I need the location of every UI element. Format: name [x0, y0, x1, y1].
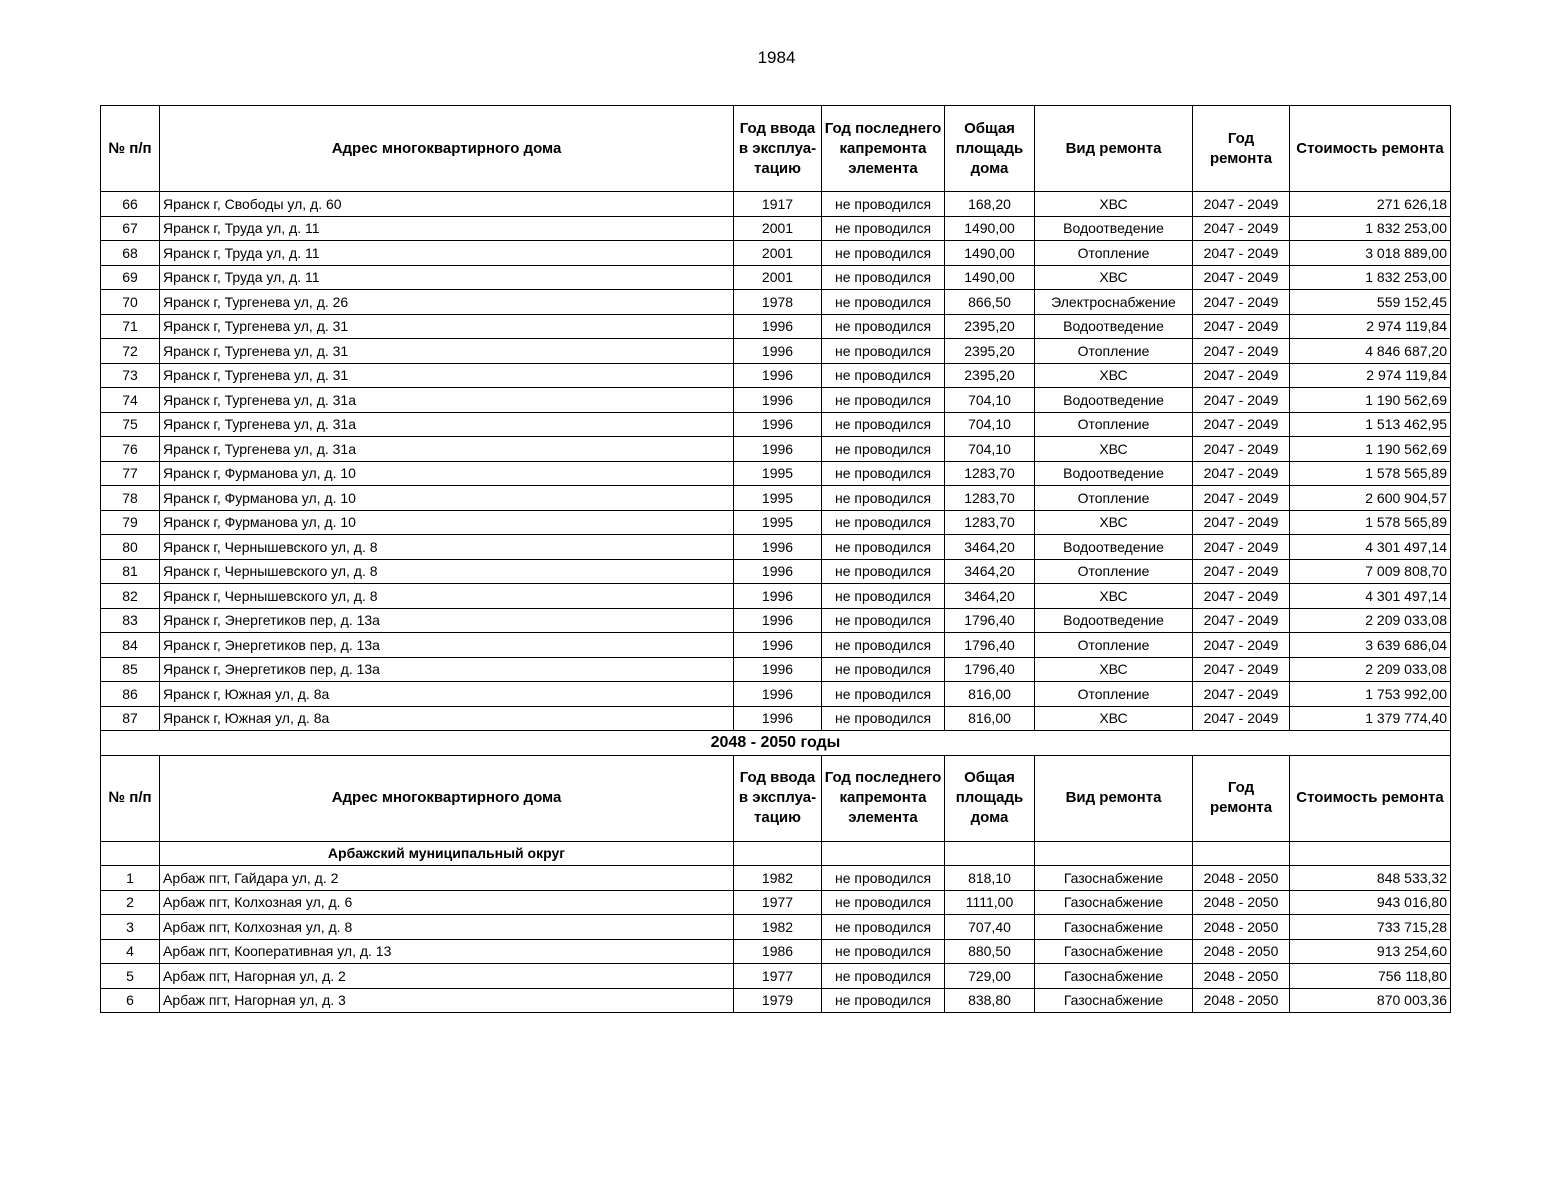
row-address: Яранск г, Тургенева ул, д. 31 [160, 363, 734, 388]
header-last-repair: Год последнего капремонта элемента [822, 755, 945, 841]
row-last-repair: не проводился [822, 241, 945, 266]
row-num: 2 [101, 890, 160, 915]
row-address: Яранск г, Энергетиков пер, д. 13а [160, 633, 734, 658]
row-address: Яранск г, Южная ул, д. 8а [160, 706, 734, 731]
header-num: № п/п [101, 755, 160, 841]
row-last-repair: не проводился [822, 314, 945, 339]
row-repair-year: 2047 - 2049 [1193, 412, 1290, 437]
row-address: Арбаж пгт, Кооперативная ул, д. 13 [160, 939, 734, 964]
row-address: Арбаж пгт, Нагорная ул, д. 3 [160, 988, 734, 1013]
row-cost: 943 016,80 [1290, 890, 1451, 915]
row-cost: 1 753 992,00 [1290, 682, 1451, 707]
row-repair-year: 2047 - 2049 [1193, 510, 1290, 535]
row-address: Яранск г, Энергетиков пер, д. 13а [160, 657, 734, 682]
table-row [101, 461, 1451, 486]
row-address: Яранск г, Фурманова ул, д. 10 [160, 461, 734, 486]
row-address: Яранск г, Фурманова ул, д. 10 [160, 510, 734, 535]
table-row [101, 988, 1451, 1013]
table-row [101, 964, 1451, 989]
row-area: 2395,20 [945, 314, 1035, 339]
table-body [101, 106, 1451, 1013]
table-row [101, 915, 1451, 940]
row-address: Яранск г, Труда ул, д. 11 [160, 216, 734, 241]
row-repair-year: 2048 - 2050 [1193, 915, 1290, 940]
header-cost: Стоимость ремонта [1290, 106, 1451, 192]
row-address: Арбаж пгт, Гайдара ул, д. 2 [160, 866, 734, 891]
row-address: Арбаж пгт, Нагорная ул, д. 2 [160, 964, 734, 989]
row-repair-type: Отопление [1035, 241, 1193, 266]
row-num: 70 [101, 290, 160, 315]
header-repair-type: Вид ремонта [1035, 106, 1193, 192]
row-repair-year: 2047 - 2049 [1193, 584, 1290, 609]
row-cost: 1 832 253,00 [1290, 216, 1451, 241]
row-cost: 2 600 904,57 [1290, 486, 1451, 511]
district-empty-cell [945, 841, 1035, 866]
table-row [101, 437, 1451, 462]
row-num: 67 [101, 216, 160, 241]
row-cost: 1 190 562,69 [1290, 437, 1451, 462]
row-address: Арбаж пгт, Колхозная ул, д. 8 [160, 915, 734, 940]
table-row [101, 559, 1451, 584]
row-address: Яранск г, Труда ул, д. 11 [160, 241, 734, 266]
row-year-built: 2001 [734, 241, 822, 266]
row-num: 76 [101, 437, 160, 462]
row-cost: 2 209 033,08 [1290, 657, 1451, 682]
row-repair-type: Газоснабжение [1035, 988, 1193, 1013]
row-repair-year: 2047 - 2049 [1193, 535, 1290, 560]
row-num: 85 [101, 657, 160, 682]
row-area: 3464,20 [945, 584, 1035, 609]
row-num: 86 [101, 682, 160, 707]
row-area: 168,20 [945, 192, 1035, 217]
row-repair-year: 2047 - 2049 [1193, 265, 1290, 290]
row-repair-type: Водоотведение [1035, 535, 1193, 560]
table-row [101, 216, 1451, 241]
table-row [101, 584, 1451, 609]
row-area: 2395,20 [945, 363, 1035, 388]
row-num: 6 [101, 988, 160, 1013]
row-repair-year: 2047 - 2049 [1193, 216, 1290, 241]
row-repair-type: Газоснабжение [1035, 964, 1193, 989]
row-last-repair: не проводился [822, 339, 945, 364]
row-year-built: 1979 [734, 988, 822, 1013]
table-row [101, 633, 1451, 658]
header-year-built: Год ввода в эксплуа-тацию [734, 106, 822, 192]
header-address: Адрес многоквартирного дома [160, 755, 734, 841]
row-repair-year: 2047 - 2049 [1193, 559, 1290, 584]
row-area: 1490,00 [945, 241, 1035, 266]
row-repair-year: 2047 - 2049 [1193, 682, 1290, 707]
row-num: 82 [101, 584, 160, 609]
row-num: 79 [101, 510, 160, 535]
row-year-built: 2001 [734, 265, 822, 290]
row-cost: 4 846 687,20 [1290, 339, 1451, 364]
table-row [101, 657, 1451, 682]
row-year-built: 1995 [734, 510, 822, 535]
row-last-repair: не проводился [822, 988, 945, 1013]
row-last-repair: не проводился [822, 915, 945, 940]
row-year-built: 2001 [734, 216, 822, 241]
row-repair-year: 2047 - 2049 [1193, 314, 1290, 339]
table-row [101, 866, 1451, 891]
row-last-repair: не проводился [822, 412, 945, 437]
table-row [101, 706, 1451, 731]
row-address: Яранск г, Чернышевского ул, д. 8 [160, 535, 734, 560]
row-address: Яранск г, Тургенева ул, д. 31а [160, 412, 734, 437]
row-repair-year: 2048 - 2050 [1193, 964, 1290, 989]
row-area: 1796,40 [945, 633, 1035, 658]
row-last-repair: не проводился [822, 535, 945, 560]
table-row [101, 682, 1451, 707]
header-area: Общая площадь дома [945, 106, 1035, 192]
row-cost: 4 301 497,14 [1290, 535, 1451, 560]
row-area: 1111,00 [945, 890, 1035, 915]
header-year-built: Год ввода в эксплуа-тацию [734, 755, 822, 841]
row-repair-type: ХВС [1035, 706, 1193, 731]
row-address: Яранск г, Чернышевского ул, д. 8 [160, 559, 734, 584]
district-empty-cell [734, 841, 822, 866]
row-cost: 4 301 497,14 [1290, 584, 1451, 609]
row-num: 75 [101, 412, 160, 437]
row-cost: 3 639 686,04 [1290, 633, 1451, 658]
row-last-repair: не проводился [822, 437, 945, 462]
table-row [101, 241, 1451, 266]
table-row [101, 535, 1451, 560]
row-repair-year: 2048 - 2050 [1193, 988, 1290, 1013]
row-year-built: 1917 [734, 192, 822, 217]
row-repair-type: Газоснабжение [1035, 939, 1193, 964]
row-repair-year: 2048 - 2050 [1193, 939, 1290, 964]
row-year-built: 1986 [734, 939, 822, 964]
row-address: Яранск г, Энергетиков пер, д. 13а [160, 608, 734, 633]
row-last-repair: не проводился [822, 608, 945, 633]
row-repair-type: ХВС [1035, 192, 1193, 217]
row-repair-year: 2047 - 2049 [1193, 241, 1290, 266]
row-repair-year: 2047 - 2049 [1193, 633, 1290, 658]
row-area: 818,10 [945, 866, 1035, 891]
row-repair-type: ХВС [1035, 657, 1193, 682]
row-repair-year: 2047 - 2049 [1193, 339, 1290, 364]
row-area: 704,10 [945, 437, 1035, 462]
row-repair-type: Водоотведение [1035, 608, 1193, 633]
row-cost: 913 254,60 [1290, 939, 1451, 964]
row-repair-year: 2047 - 2049 [1193, 657, 1290, 682]
district-empty-cell [1035, 841, 1193, 866]
table-header-row [101, 106, 1451, 192]
table-row [101, 388, 1451, 413]
row-last-repair: не проводился [822, 866, 945, 891]
row-address: Яранск г, Фурманова ул, д. 10 [160, 486, 734, 511]
row-address: Яранск г, Тургенева ул, д. 26 [160, 290, 734, 315]
row-year-built: 1996 [734, 339, 822, 364]
row-num: 81 [101, 559, 160, 584]
row-year-built: 1982 [734, 915, 822, 940]
row-last-repair: не проводился [822, 633, 945, 658]
header-num: № п/п [101, 106, 160, 192]
row-repair-type: ХВС [1035, 265, 1193, 290]
repair-register-table [100, 105, 1451, 1013]
row-repair-type: Отопление [1035, 412, 1193, 437]
header-repair-type: Вид ремонта [1035, 755, 1193, 841]
row-address: Яранск г, Тургенева ул, д. 31 [160, 339, 734, 364]
row-num: 66 [101, 192, 160, 217]
table-header-row-2 [101, 755, 1451, 841]
table-row [101, 265, 1451, 290]
table-row [101, 314, 1451, 339]
row-cost: 1 578 565,89 [1290, 510, 1451, 535]
row-repair-type: Водоотведение [1035, 216, 1193, 241]
row-year-built: 1996 [734, 535, 822, 560]
row-address: Яранск г, Южная ул, д. 8а [160, 682, 734, 707]
row-last-repair: не проводился [822, 510, 945, 535]
row-area: 1283,70 [945, 461, 1035, 486]
table-row [101, 510, 1451, 535]
row-year-built: 1996 [734, 388, 822, 413]
row-num: 71 [101, 314, 160, 339]
row-repair-type: ХВС [1035, 510, 1193, 535]
row-repair-type: Отопление [1035, 633, 1193, 658]
row-year-built: 1995 [734, 486, 822, 511]
row-num: 80 [101, 535, 160, 560]
row-area: 3464,20 [945, 559, 1035, 584]
row-repair-year: 2047 - 2049 [1193, 437, 1290, 462]
row-num: 77 [101, 461, 160, 486]
row-area: 707,40 [945, 915, 1035, 940]
row-area: 729,00 [945, 964, 1035, 989]
header-repair-year: Год ремонта [1193, 106, 1290, 192]
district-empty-cell [822, 841, 945, 866]
row-num: 78 [101, 486, 160, 511]
row-num: 84 [101, 633, 160, 658]
row-repair-type: Водоотведение [1035, 314, 1193, 339]
row-last-repair: не проводился [822, 461, 945, 486]
row-repair-year: 2047 - 2049 [1193, 608, 1290, 633]
row-cost: 1 379 774,40 [1290, 706, 1451, 731]
section-title: 2048 - 2050 годы [101, 731, 1451, 756]
row-cost: 848 533,32 [1290, 866, 1451, 891]
row-last-repair: не проводился [822, 890, 945, 915]
district-name: Арбажский муниципальный округ [160, 841, 734, 866]
row-address: Яранск г, Тургенева ул, д. 31 [160, 314, 734, 339]
row-num: 4 [101, 939, 160, 964]
row-area: 880,50 [945, 939, 1035, 964]
row-num: 87 [101, 706, 160, 731]
table-row [101, 890, 1451, 915]
section-title-row [101, 731, 1451, 756]
district-row [101, 841, 1451, 866]
table-row [101, 608, 1451, 633]
row-year-built: 1996 [734, 363, 822, 388]
row-repair-type: Отопление [1035, 559, 1193, 584]
row-cost: 870 003,36 [1290, 988, 1451, 1013]
row-year-built: 1995 [734, 461, 822, 486]
row-year-built: 1977 [734, 964, 822, 989]
row-last-repair: не проводился [822, 216, 945, 241]
row-area: 1283,70 [945, 510, 1035, 535]
row-repair-type: Отопление [1035, 339, 1193, 364]
row-last-repair: не проводился [822, 388, 945, 413]
header-address: Адрес многоквартирного дома [160, 106, 734, 192]
table-row [101, 339, 1451, 364]
row-address: Арбаж пгт, Колхозная ул, д. 6 [160, 890, 734, 915]
row-last-repair: не проводился [822, 192, 945, 217]
row-cost: 1 513 462,95 [1290, 412, 1451, 437]
row-year-built: 1996 [734, 584, 822, 609]
row-cost: 1 190 562,69 [1290, 388, 1451, 413]
row-cost: 733 715,28 [1290, 915, 1451, 940]
row-repair-year: 2048 - 2050 [1193, 890, 1290, 915]
row-area: 704,10 [945, 412, 1035, 437]
row-last-repair: не проводился [822, 682, 945, 707]
row-num: 68 [101, 241, 160, 266]
row-repair-type: ХВС [1035, 437, 1193, 462]
row-last-repair: не проводился [822, 584, 945, 609]
row-year-built: 1977 [734, 890, 822, 915]
row-address: Яранск г, Тургенева ул, д. 31а [160, 388, 734, 413]
row-area: 866,50 [945, 290, 1035, 315]
table-row [101, 412, 1451, 437]
row-year-built: 1996 [734, 437, 822, 462]
row-year-built: 1996 [734, 706, 822, 731]
row-address: Яранск г, Свободы ул, д. 60 [160, 192, 734, 217]
row-cost: 2 209 033,08 [1290, 608, 1451, 633]
row-num: 69 [101, 265, 160, 290]
district-empty-cell [1290, 841, 1451, 866]
row-num: 73 [101, 363, 160, 388]
row-last-repair: не проводился [822, 486, 945, 511]
row-last-repair: не проводился [822, 290, 945, 315]
row-area: 816,00 [945, 682, 1035, 707]
row-repair-year: 2047 - 2049 [1193, 461, 1290, 486]
row-year-built: 1978 [734, 290, 822, 315]
row-cost: 1 578 565,89 [1290, 461, 1451, 486]
row-area: 1796,40 [945, 608, 1035, 633]
header-repair-year: Год ремонта [1193, 755, 1290, 841]
row-address: Яранск г, Труда ул, д. 11 [160, 265, 734, 290]
row-year-built: 1996 [734, 682, 822, 707]
row-last-repair: не проводился [822, 657, 945, 682]
row-num: 83 [101, 608, 160, 633]
header-last-repair: Год последнего капремонта элемента [822, 106, 945, 192]
table-row [101, 363, 1451, 388]
row-area: 2395,20 [945, 339, 1035, 364]
row-repair-type: Газоснабжение [1035, 915, 1193, 940]
row-repair-type: Водоотведение [1035, 388, 1193, 413]
row-area: 1490,00 [945, 265, 1035, 290]
row-year-built: 1996 [734, 633, 822, 658]
table-row [101, 290, 1451, 315]
row-repair-year: 2047 - 2049 [1193, 363, 1290, 388]
row-repair-type: Водоотведение [1035, 461, 1193, 486]
row-cost: 3 018 889,00 [1290, 241, 1451, 266]
row-last-repair: не проводился [822, 559, 945, 584]
row-address: Яранск г, Тургенева ул, д. 31а [160, 437, 734, 462]
table-row [101, 486, 1451, 511]
page-number: 1984 [757, 48, 796, 67]
row-area: 1796,40 [945, 657, 1035, 682]
row-last-repair: не проводился [822, 363, 945, 388]
district-empty-cell [1193, 841, 1290, 866]
row-year-built: 1996 [734, 608, 822, 633]
header-area: Общая площадь дома [945, 755, 1035, 841]
row-repair-type: Отопление [1035, 682, 1193, 707]
row-year-built: 1996 [734, 314, 822, 339]
row-year-built: 1996 [734, 559, 822, 584]
row-year-built: 1996 [734, 657, 822, 682]
row-repair-type: Газоснабжение [1035, 866, 1193, 891]
row-cost: 2 974 119,84 [1290, 363, 1451, 388]
row-cost: 271 626,18 [1290, 192, 1451, 217]
row-last-repair: не проводился [822, 939, 945, 964]
row-cost: 7 009 808,70 [1290, 559, 1451, 584]
row-repair-type: Отопление [1035, 486, 1193, 511]
row-area: 816,00 [945, 706, 1035, 731]
row-last-repair: не проводился [822, 265, 945, 290]
row-area: 3464,20 [945, 535, 1035, 560]
row-cost: 2 974 119,84 [1290, 314, 1451, 339]
row-repair-type: ХВС [1035, 363, 1193, 388]
row-num: 5 [101, 964, 160, 989]
row-repair-year: 2047 - 2049 [1193, 192, 1290, 217]
row-repair-year: 2047 - 2049 [1193, 388, 1290, 413]
row-area: 1490,00 [945, 216, 1035, 241]
row-repair-year: 2047 - 2049 [1193, 706, 1290, 731]
row-repair-year: 2047 - 2049 [1193, 486, 1290, 511]
row-repair-type: Электроснабжение [1035, 290, 1193, 315]
row-num: 3 [101, 915, 160, 940]
row-area: 838,80 [945, 988, 1035, 1013]
table-row [101, 939, 1451, 964]
row-repair-type: ХВС [1035, 584, 1193, 609]
header-cost: Стоимость ремонта [1290, 755, 1451, 841]
row-address: Яранск г, Чернышевского ул, д. 8 [160, 584, 734, 609]
row-repair-type: Газоснабжение [1035, 890, 1193, 915]
row-last-repair: не проводился [822, 706, 945, 731]
row-cost: 756 118,80 [1290, 964, 1451, 989]
row-repair-year: 2047 - 2049 [1193, 290, 1290, 315]
row-area: 704,10 [945, 388, 1035, 413]
row-cost: 1 832 253,00 [1290, 265, 1451, 290]
row-area: 1283,70 [945, 486, 1035, 511]
district-empty-cell [101, 841, 160, 866]
row-year-built: 1996 [734, 412, 822, 437]
row-cost: 559 152,45 [1290, 290, 1451, 315]
row-repair-year: 2048 - 2050 [1193, 866, 1290, 891]
row-num: 1 [101, 866, 160, 891]
row-last-repair: не проводился [822, 964, 945, 989]
row-num: 72 [101, 339, 160, 364]
row-num: 74 [101, 388, 160, 413]
row-year-built: 1982 [734, 866, 822, 891]
table-row [101, 192, 1451, 217]
